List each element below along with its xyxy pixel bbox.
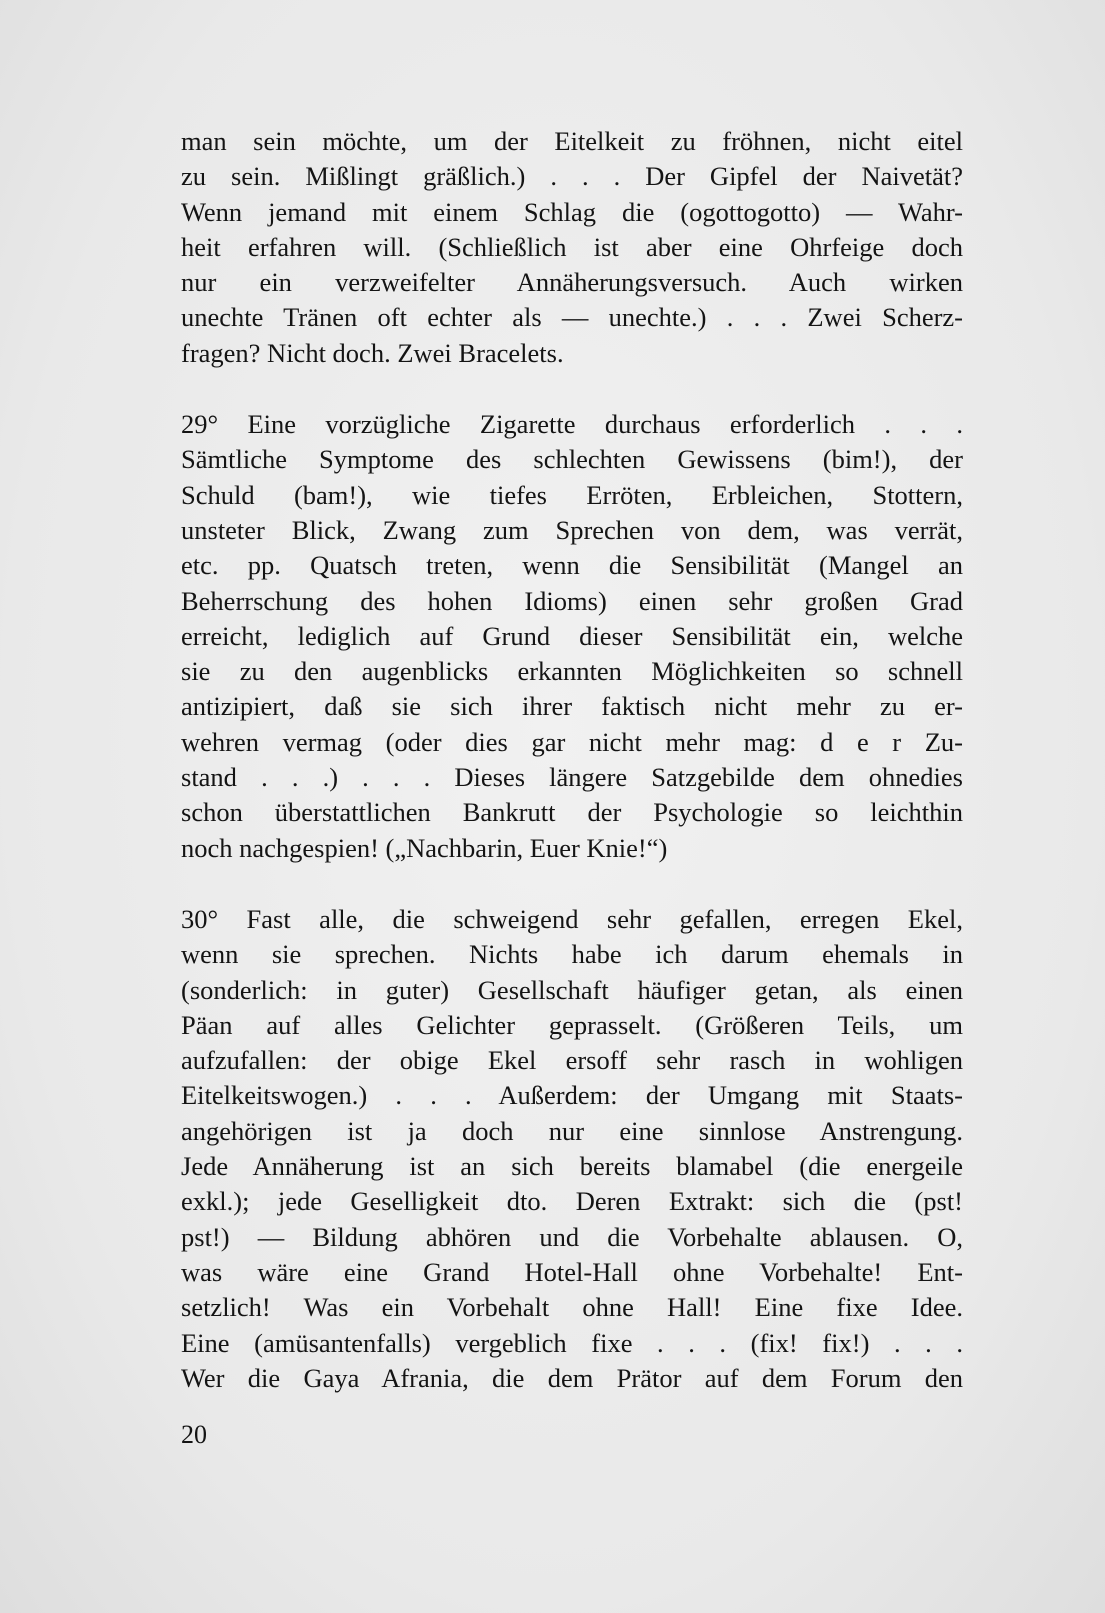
text-line: heit erfahren will. (Schließlich ist aber eine Ohrfeige doch: [181, 231, 963, 262]
paragraph-29: [181, 407, 963, 866]
text-line: wenn sie sprechen. Nichts habe ich darum ehemals in: [181, 939, 963, 970]
text-line: Eitelkeitswogen.) . . . Außerdem: der Umgang mit Staats-: [181, 1080, 963, 1111]
text-line: antizipiert, daß sie sich ihrer faktisch nicht mehr zu er-: [181, 691, 963, 722]
text-line: aufzufallen: der obige Ekel ersoff sehr rasch in wohligen: [181, 1045, 963, 1076]
paragraph-gap: [181, 866, 963, 902]
text-line: Eine (amüsantenfalls) vergeblich fixe . . . (fix! fix!) . . .: [181, 1327, 963, 1358]
text-line: Päan auf alles Gelichter geprasselt. (Größeren Teils, um: [181, 1009, 963, 1040]
text-line: 29° Eine vorzügliche Zigarette durchaus erforderlich . . .: [181, 409, 963, 440]
text-line: wehren vermag (oder dies gar nicht mehr mag: d e r Zu-: [181, 726, 963, 757]
text-line: schon überstattlichen Bankrutt der Psychologie so leichthin: [181, 797, 963, 828]
text-line: etc. pp. Quatsch treten, wenn die Sensibilität (Mangel an: [181, 550, 963, 581]
text-line: Wer die Gaya Afrania, die dem Prätor auf dem Forum den: [181, 1362, 963, 1393]
paragraph-30: [181, 902, 963, 1396]
text-line: 30° Fast alle, die schweigend sehr gefallen, erregen Ekel,: [181, 903, 963, 934]
paragraph-1: [181, 124, 963, 371]
text-line: stand . . .) . . . Dieses längere Satzgebilde dem ohnedies: [181, 762, 963, 793]
text-line: setzlich! Was ein Vorbehalt ohne Hall! Eine fixe Idee.: [181, 1292, 963, 1323]
text-line: sie zu den augenblicks erkannten Möglichkeiten so schnell: [181, 656, 963, 687]
body-text: [181, 124, 963, 1396]
text-line: Sämtliche Symptome des schlechten Gewissens (bim!), der: [181, 444, 963, 475]
text-line: unsteter Blick, Zwang zum Sprechen von dem, was verrät,: [181, 514, 963, 545]
text-line: fragen? Nicht doch. Zwei Bracelets.: [181, 337, 564, 368]
page-number: 20: [181, 1420, 207, 1449]
text-line: noch nachgespien! („Nachbarin, Euer Knie!“): [181, 832, 668, 863]
text-line: Jede Annäherung ist an sich bereits blamabel (die energeile: [181, 1151, 963, 1182]
text-line: zu sein. Mißlingt gräßlich.) . . . Der Gipfel der Naivetät?: [181, 161, 963, 192]
text-line: angehörigen ist ja doch nur eine sinnlose Anstrengung.: [181, 1115, 963, 1146]
text-line: (sonderlich: in guter) Gesellschaft häufiger getan, als einen: [181, 974, 963, 1005]
text-line: man sein möchte, um der Eitelkeit zu fröhnen, nicht eitel: [181, 126, 963, 156]
text-line: was wäre eine Grand Hotel-Hall ohne Vorbehalte! Ent-: [181, 1256, 963, 1287]
paragraph-gap: [181, 371, 963, 407]
text-line: Beherrschung des hohen Idioms) einen sehr großen Grad: [181, 585, 963, 616]
text-line: nur ein verzweifelter Annäherungsversuch. Auch wirken: [181, 267, 963, 298]
text-line: unechte Tränen oft echter als — unechte.) . . . Zwei Scherz-: [181, 302, 963, 333]
text-line: exkl.); jede Geselligkeit dto. Deren Extrakt: sich die (pst!: [181, 1186, 963, 1217]
text-line: Schuld (bam!), wie tiefes Erröten, Erbleichen, Stottern,: [181, 479, 963, 510]
text-line: erreicht, lediglich auf Grund dieser Sensibilität ein, welche: [181, 620, 963, 651]
text-line: Wenn jemand mit einem Schlag die (ogottogotto) — Wahr-: [181, 196, 963, 227]
text-line: pst!) — Bildung abhören und die Vorbehalte ablausen. O,: [181, 1221, 963, 1252]
